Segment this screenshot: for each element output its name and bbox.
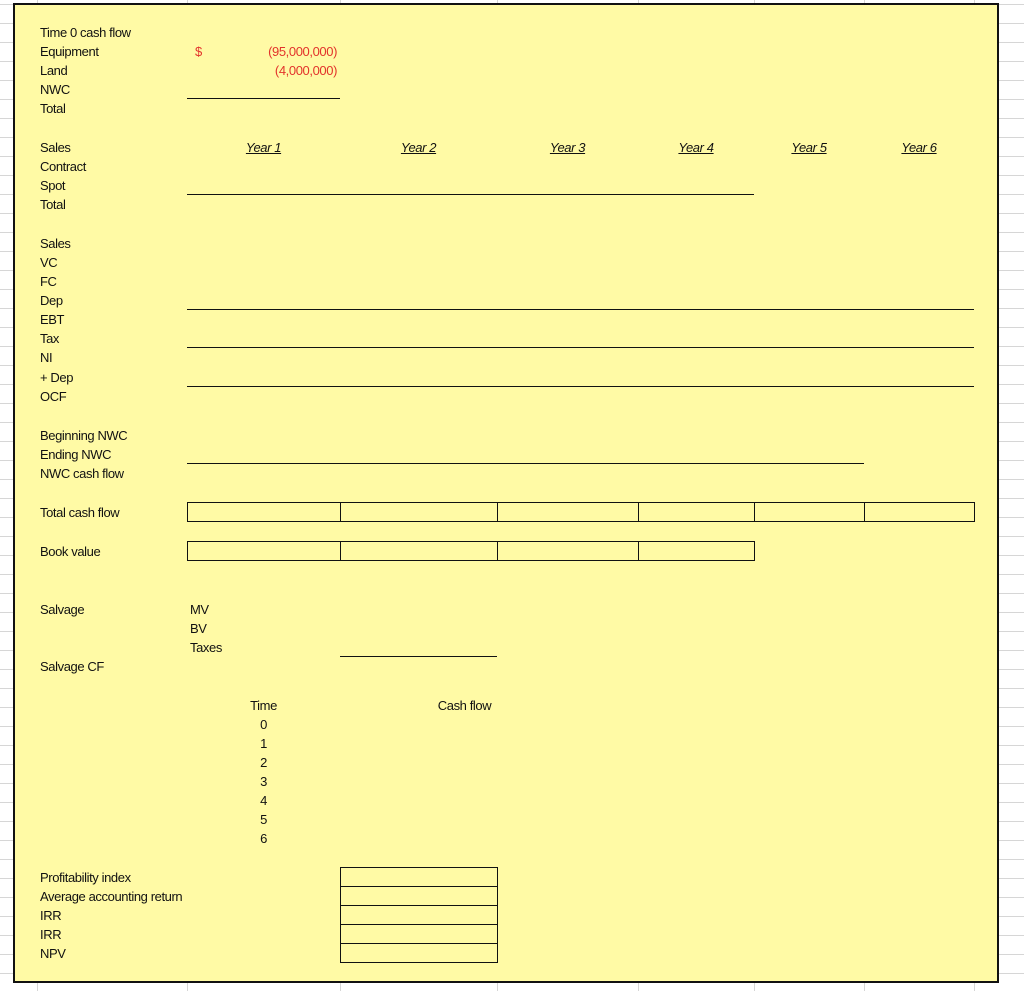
row-label-land: Land [40, 63, 68, 78]
time-value: 1 [260, 736, 267, 751]
irr-cell[interactable] [340, 905, 498, 925]
row-label-spot: Spot [40, 178, 66, 193]
irr-label: IRR [40, 908, 62, 923]
cash-flow-header: Cash flow [437, 698, 492, 713]
profitability-index-cell[interactable] [340, 867, 498, 887]
time-value: 3 [260, 774, 267, 789]
salvage-bv-label: BV [190, 621, 207, 636]
total-cash-flow-year-2-cell[interactable] [340, 502, 498, 522]
total-cash-flow-year-5-cell[interactable] [754, 502, 865, 522]
equipment-value[interactable]: (95,000,000) [268, 44, 337, 59]
average-accounting-return-label: Average accounting return [40, 889, 183, 904]
npv-label: NPV [40, 946, 66, 961]
irr-label-2: IRR [40, 927, 62, 942]
ni-rule [187, 347, 974, 348]
time-value: 0 [260, 717, 267, 732]
year-5-header: Year 5 [791, 140, 827, 155]
salvage-mv-label: MV [190, 602, 209, 617]
year-6-header: Year 6 [901, 140, 937, 155]
total-cash-flow-year-4-cell[interactable] [638, 502, 755, 522]
book-value-year-1-cell[interactable] [187, 541, 341, 561]
ebt-rule [187, 309, 974, 310]
row-label-vc: VC [40, 255, 58, 270]
profitability-index-label: Profitability index [40, 870, 131, 885]
row-label-fc: FC [40, 274, 57, 289]
row-label-ebt: EBT [40, 312, 65, 327]
row-label-nwc-cash-flow: NWC cash flow [40, 466, 124, 481]
time-value: 2 [260, 755, 267, 770]
time-header: Time [250, 698, 277, 713]
average-accounting-return-cell[interactable] [340, 886, 498, 906]
row-label-ending-nwc: Ending NWC [40, 447, 112, 462]
year-3-header: Year 3 [549, 140, 586, 155]
year-4-header: Year 4 [678, 140, 714, 155]
time-value: 5 [260, 812, 267, 827]
time0-total-rule [187, 98, 340, 99]
salvage-cf-label: Salvage CF [40, 659, 104, 674]
land-value[interactable]: (4,000,000) [274, 63, 337, 78]
row-label-total: Total [40, 101, 66, 116]
irr-cell-2[interactable] [340, 924, 498, 944]
total-cash-flow-year-3-cell[interactable] [497, 502, 639, 522]
year-1-header: Year 1 [245, 140, 282, 155]
book-value-year-2-cell[interactable] [340, 541, 498, 561]
time-value: 6 [260, 831, 267, 846]
salvage-taxes-label: Taxes [190, 640, 222, 655]
row-label-plus-dep: + Dep [40, 370, 74, 385]
row-label-tax: Tax [40, 331, 60, 346]
row-label-beginning-nwc: Beginning NWC [40, 428, 128, 443]
book-value-label: Book value [40, 544, 101, 559]
total-cash-flow-year-6-cell[interactable] [864, 502, 975, 522]
total-cash-flow-year-1-cell[interactable] [187, 502, 341, 522]
sales-total-rule [187, 194, 754, 195]
ocf-rule [187, 386, 974, 387]
book-value-year-3-cell[interactable] [497, 541, 639, 561]
row-label-dep: Dep [40, 293, 63, 308]
row-label-sales: Sales [40, 140, 71, 155]
time0-title: Time 0 cash flow [40, 25, 131, 40]
year-2-header: Year 2 [400, 140, 437, 155]
book-value-year-4-cell[interactable] [638, 541, 755, 561]
row-label-sales-total: Total [40, 197, 66, 212]
row-label-nwc: NWC [40, 82, 70, 97]
time-value: 4 [260, 793, 267, 808]
row-label-ocf: OCF [40, 389, 67, 404]
row-label-contract: Contract [40, 159, 86, 174]
nwc-rule [187, 463, 864, 464]
total-cash-flow-label: Total cash flow [40, 505, 120, 520]
row-label-ni: NI [40, 350, 53, 365]
salvage-label: Salvage [40, 602, 85, 617]
row-label-income-sales: Sales [40, 236, 71, 251]
salvage-taxes-rule [340, 656, 497, 657]
npv-cell[interactable] [340, 943, 498, 963]
currency-symbol: $ [195, 44, 202, 59]
row-label-equipment: Equipment [40, 44, 99, 59]
